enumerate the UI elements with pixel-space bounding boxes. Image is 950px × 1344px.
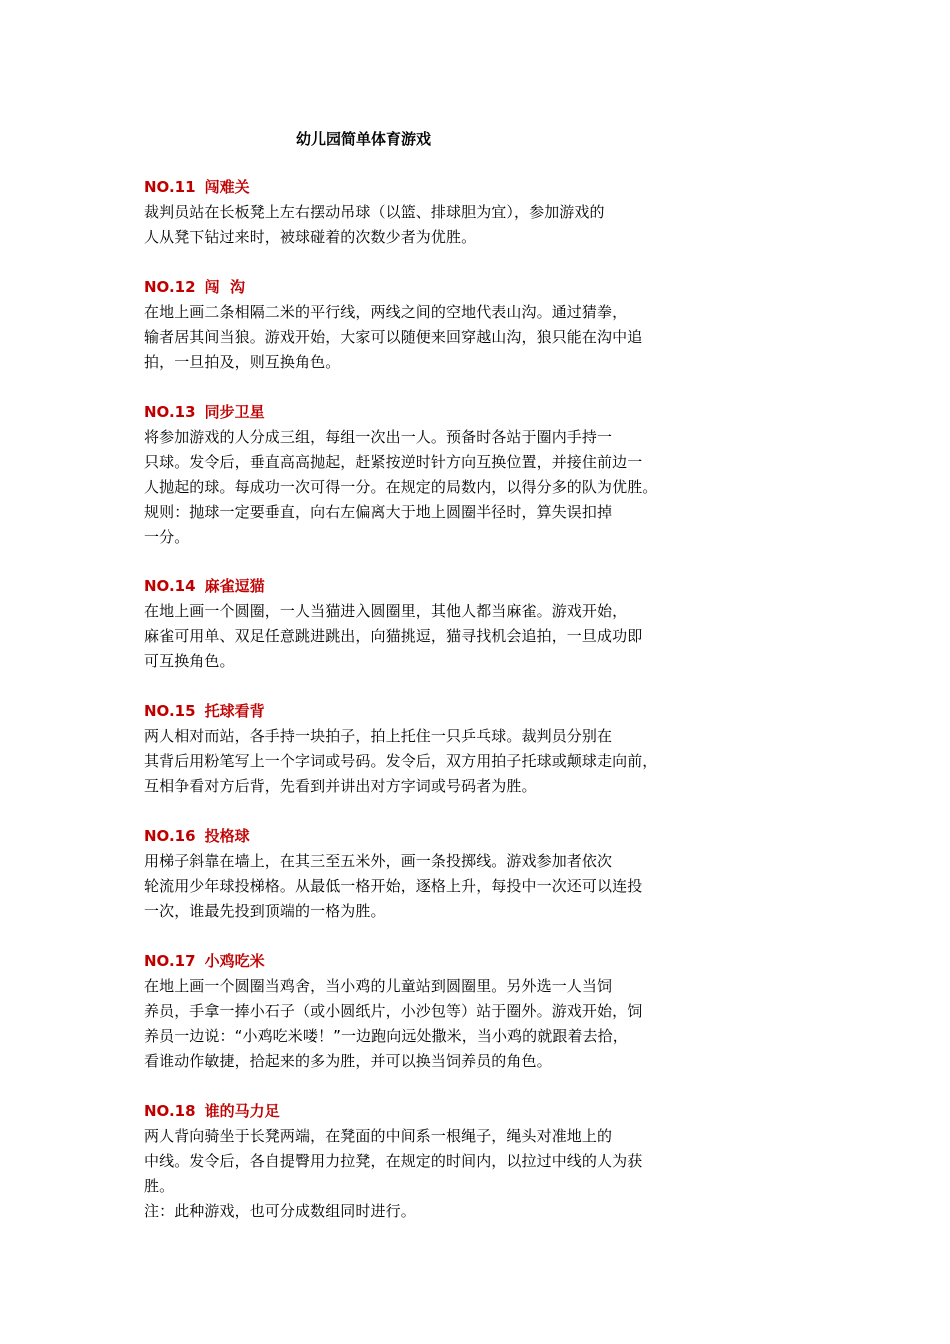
paragraph-line: 胜。 bbox=[144, 1176, 175, 1195]
game-section-no13 bbox=[144, 400, 744, 550]
document-title: 幼儿园简单体育游戏 bbox=[296, 130, 432, 148]
game-section-no15 bbox=[144, 699, 744, 799]
section-name: 投格球 bbox=[204, 826, 250, 845]
paragraph-line: 只球。发令后，垂直高高抛起，赶紧按逆时针方向互换位置，并接住前边一 bbox=[144, 452, 643, 471]
game-section-no16 bbox=[144, 824, 744, 924]
section-number: NO.11 bbox=[144, 178, 196, 196]
section-name: 小鸡吃米 bbox=[204, 951, 265, 970]
paragraph-line: 输者居其间当狼。游戏开始，大家可以随便来回穿越山沟，狼只能在沟中追 bbox=[144, 327, 643, 346]
section-heading bbox=[144, 699, 744, 724]
paragraph-line: 在地上画一个圆圈，一人当猫进入圆圈里，其他人都当麻雀。游戏开始， bbox=[144, 602, 628, 621]
paragraph-line: 拍，一旦拍及，则互换角色。 bbox=[144, 352, 341, 371]
game-section-no17 bbox=[144, 949, 744, 1074]
section-number: NO.17 bbox=[144, 951, 196, 970]
paragraph-line: 轮流用少年球投梯格。从最低一格开始，逐格上升，每投中一次还可以连投 bbox=[144, 876, 643, 895]
section-name: 闯 沟 bbox=[204, 277, 246, 296]
game-section-no11 bbox=[144, 175, 744, 250]
paragraph-line: 人抛起的球。每成功一次可得一分。在规定的局数内，以得分多的队为优胜。 bbox=[144, 477, 658, 496]
document-body bbox=[144, 175, 744, 1248]
paragraph-line: 看谁动作敏捷，拾起来的多为胜，并可以换当饲养员的角色。 bbox=[144, 1051, 552, 1070]
paragraph-line: 可互换角色。 bbox=[144, 652, 235, 671]
game-section-no12 bbox=[144, 275, 744, 375]
section-heading bbox=[144, 400, 744, 425]
section-heading bbox=[144, 949, 744, 974]
paragraph-line: 在地上画二条相隔二米的平行线，两线之间的空地代表山沟。通过猜拳， bbox=[144, 302, 628, 321]
section-name: 谁的马力足 bbox=[204, 1101, 280, 1120]
section-number: NO.15 bbox=[144, 702, 196, 721]
section-heading bbox=[144, 574, 744, 599]
paragraph-line: 用梯子斜靠在墙上，在其三至五米外，画一条投掷线。游戏参加者依次 bbox=[144, 851, 613, 870]
paragraph-line: 在地上画一个圆圈当鸡舍，当小鸡的儿童站到圆圈里。另外选一人当饲 bbox=[144, 976, 613, 995]
section-heading bbox=[144, 824, 744, 849]
section-number: NO.13 bbox=[144, 402, 196, 421]
paragraph-line: 一次，谁最先投到顶端的一格为胜。 bbox=[144, 901, 386, 920]
paragraph-line: 人从凳下钻过来时，被球碰着的次数少者为优胜。 bbox=[144, 228, 477, 246]
section-number: NO.18 bbox=[144, 1101, 196, 1120]
paragraph-line: 中线。发令后，各自提臀用力拉凳，在规定的时间内，以拉过中线的人为获 bbox=[144, 1151, 643, 1170]
section-heading bbox=[144, 1099, 744, 1124]
section-name: 托球看背 bbox=[204, 702, 265, 721]
paragraph-line: 一分。 bbox=[144, 527, 190, 546]
section-name: 闯难关 bbox=[204, 178, 250, 196]
section-number: NO.16 bbox=[144, 826, 196, 845]
section-name: 麻雀逗猫 bbox=[204, 577, 265, 596]
paragraph-line: 养员一边说：“小鸡吃米喽！”一边跑向远处撒米，当小鸡的就跟着去拾， bbox=[144, 1026, 628, 1045]
section-heading bbox=[144, 175, 744, 200]
section-heading bbox=[144, 275, 744, 300]
section-number: NO.14 bbox=[144, 577, 196, 596]
paragraph-line: 裁判员站在长板凳上左右摆动吊球（以篮、排球胆为宜），参加游戏的 bbox=[144, 203, 605, 221]
paragraph-line: 两人相对而站，各手持一块拍子，拍上托住一只乒乓球。裁判员分别在 bbox=[144, 727, 613, 746]
section-name: 同步卫星 bbox=[204, 402, 265, 421]
game-section-no14 bbox=[144, 574, 744, 674]
paragraph-line: 养员，手拿一捧小石子（或小圆纸片，小沙包等）站于圈外。游戏开始，饲 bbox=[144, 1001, 643, 1020]
paragraph-line: 麻雀可用单、双足任意跳进跳出，向猫挑逗，猫寻找机会追拍，一旦成功即 bbox=[144, 627, 643, 646]
paragraph-line: 其背后用粉笔写上一个字词或号码。发令后，双方用拍子托球或颠球走向前， bbox=[144, 752, 658, 771]
note-line: 注：此种游戏，也可分成数组同时进行。 bbox=[144, 1201, 416, 1220]
paragraph-line: 将参加游戏的人分成三组，每组一次出一人。预备时各站于圈内手持一 bbox=[144, 427, 613, 446]
paragraph-line: 两人背向骑坐于长凳两端，在凳面的中间系一根绳子，绳头对准地上的 bbox=[144, 1126, 613, 1145]
game-section-no18 bbox=[144, 1099, 744, 1224]
paragraph-line: 互相争看对方后背，先看到并讲出对方字词或号码者为胜。 bbox=[144, 777, 537, 796]
section-number: NO.12 bbox=[144, 277, 196, 296]
rule-line: 规则：抛球一定要垂直，向右左偏离大于地上圆圈半径时，算失误扣掉 bbox=[144, 502, 613, 521]
